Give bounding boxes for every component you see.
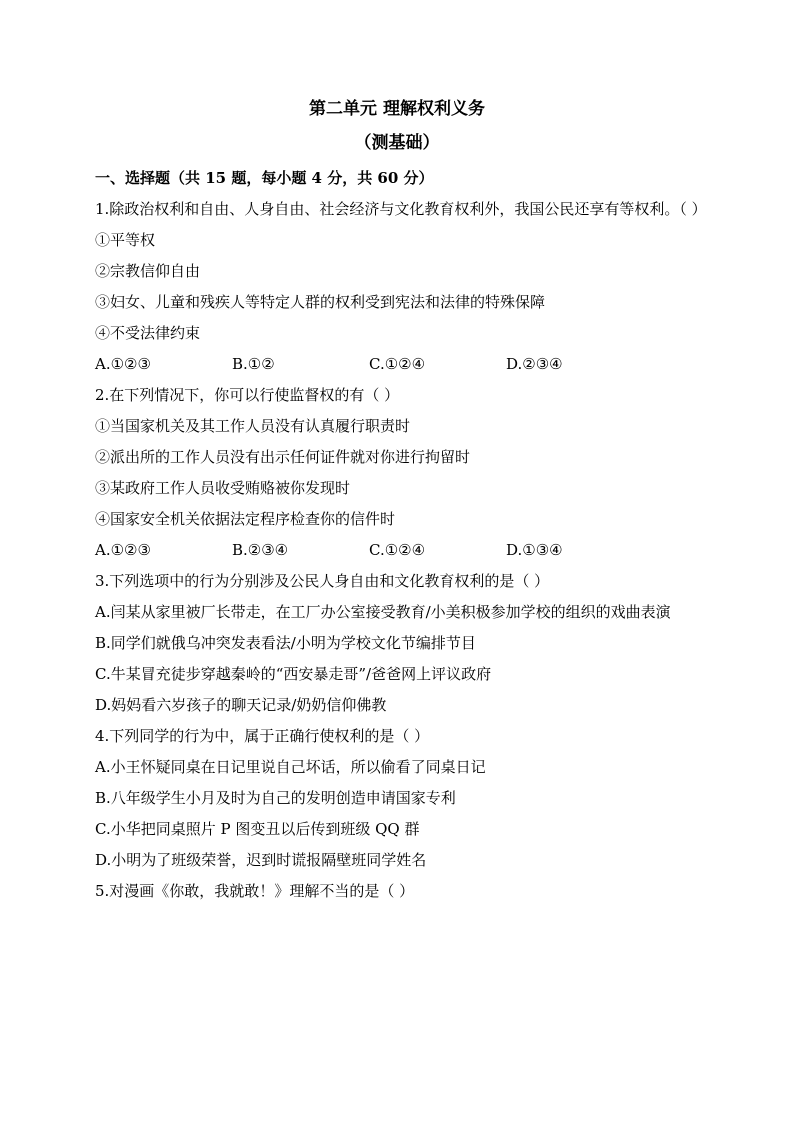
question-2-item: ②派出所的工作人员没有出示任何证件就对你进行拘留时 <box>95 448 471 466</box>
question-2-item: ③某政府工作人员收受贿赂被你发现时 <box>95 479 351 497</box>
section-heading: 一、选择题（共 15 题，每小题 4 分，共 60 分） <box>95 169 434 187</box>
question-4-stem: 4.下列同学的行为中，属于正确行使权利的是（ ） <box>95 727 430 745</box>
option-d: D.②③④ <box>506 355 563 373</box>
question-1-item: ④不受法律约束 <box>95 324 201 342</box>
question-4-choice-d: D.小明为了班级荣誉，迟到时谎报隔壁班同学姓名 <box>95 851 427 869</box>
question-3-choice-d: D.妈妈看六岁孩子的聊天记录/奶奶信仰佛教 <box>95 696 387 714</box>
option-a: A.①②③ <box>95 355 151 373</box>
question-4-choice-c: C.小华把同桌照片 P 图变丑以后传到班级 QQ 群 <box>95 820 420 838</box>
document-subtitle: （测基础） <box>354 133 440 153</box>
question-3-choice-a: A.闫某从家里被厂长带走，在工厂办公室接受教育/小美积极参加学校的组织的戏曲表演 <box>95 603 671 621</box>
question-3-choice-b: B.同学们就俄乌冲突发表看法/小明为学校文化节编排节目 <box>95 634 476 652</box>
document-body <box>95 163 705 907</box>
question-1-item: ②宗教信仰自由 <box>95 262 201 280</box>
option-d: D.①③④ <box>506 541 563 559</box>
question-4-choice-b: B.八年级学生小月及时为自己的发明创造申请国家专利 <box>95 789 456 807</box>
question-2-item: ①当国家机关及其工作人员没有认真履行职责时 <box>95 417 411 435</box>
question-1-item: ①平等权 <box>95 231 156 249</box>
question-1-options <box>95 349 705 380</box>
option-b: B.②③④ <box>232 541 289 559</box>
question-3-choice-c: C.牛某冒充徒步穿越秦岭的“西安暴走哥”/爸爸网上评议政府 <box>95 665 492 683</box>
question-2-options <box>95 535 705 566</box>
option-c: C.①②④ <box>369 541 426 559</box>
question-1-item: ③妇女、儿童和残疾人等特定人群的权利受到宪法和法律的特殊保障 <box>95 293 546 311</box>
question-4-choice-a: A.小王怀疑同桌在日记里说自己坏话，所以偷看了同桌日记 <box>95 758 486 776</box>
question-2-stem: 2.在下列情况下，你可以行使监督权的有（ ） <box>95 386 400 404</box>
option-c: C.①②④ <box>369 355 426 373</box>
document-title: 第二单元 理解权利义务 <box>309 99 485 119</box>
question-5-stem: 5.对漫画《你敢，我就敢！》理解不当的是（ ） <box>95 882 415 900</box>
question-2-item: ④国家安全机关依据法定程序检查你的信件时 <box>95 510 396 528</box>
question-1-stem: 1.除政治权利和自由、人身自由、社会经济与文化教育权利外，我国公民还享有等权利。（ ） <box>95 200 707 218</box>
option-a: A.①②③ <box>95 541 151 559</box>
question-3-stem: 3.下列选项中的行为分别涉及公民人身自由和文化教育权利的是（ ） <box>95 572 550 590</box>
option-b: B.①② <box>232 355 275 373</box>
